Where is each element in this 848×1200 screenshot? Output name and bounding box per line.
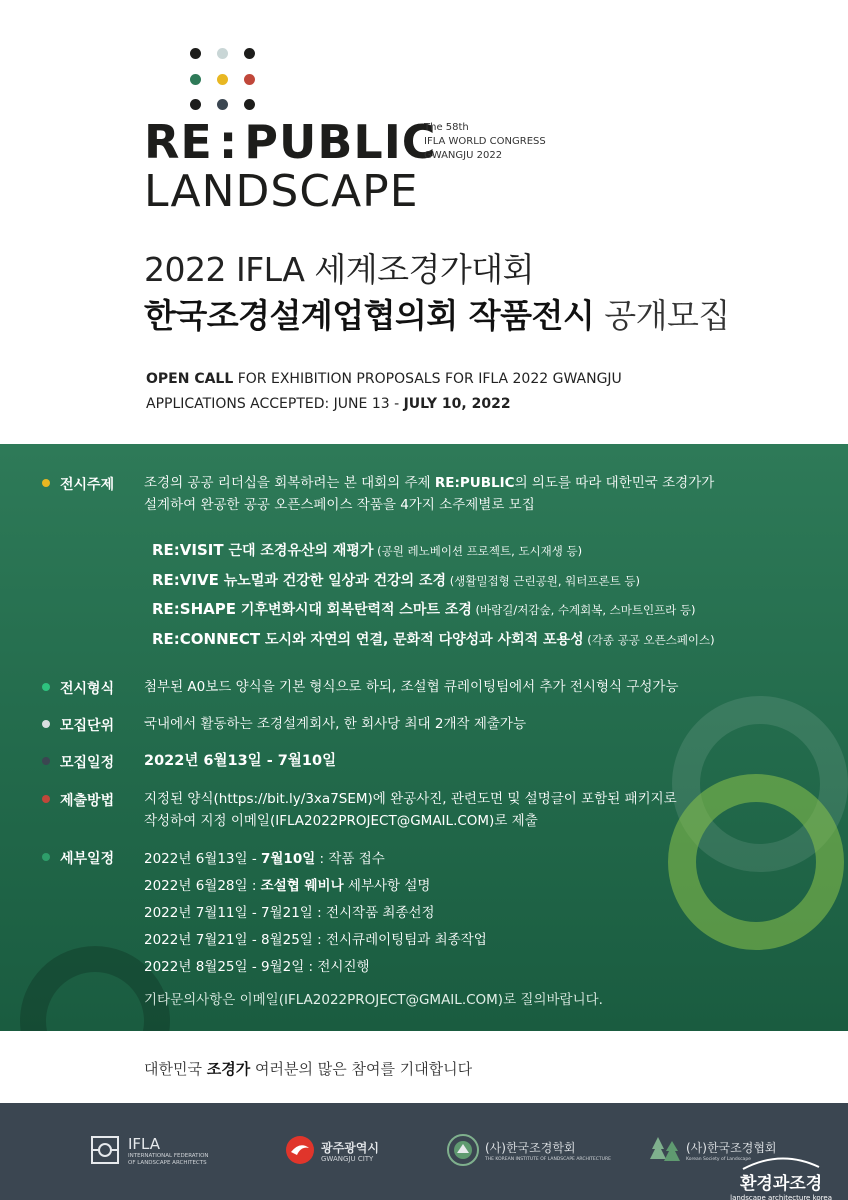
label-unit: 모집단위 (60, 718, 115, 734)
gwangju-icon (285, 1135, 315, 1165)
kila-emblem-icon (447, 1134, 479, 1166)
theme-text: 조경의 공공 리더십을 회복하려는 본 대회의 주제 (144, 475, 435, 491)
congress-line: The 58th (424, 122, 469, 133)
page-title-line1: 2022 IFLA 세계조경가대회 (144, 250, 535, 289)
applications-text: APPLICATIONS ACCEPTED: JUNE 13 - (146, 396, 404, 412)
bullet-icon (42, 757, 50, 765)
logo-re: RE (144, 115, 213, 169)
bullet-icon (42, 683, 50, 691)
ifla-icon (90, 1135, 120, 1165)
theme-text: 의 의도를 따라 대한민국 조경가가 (514, 475, 715, 491)
logo-dots (190, 48, 260, 114)
kila-name: (사)한국조경학회 (485, 1141, 576, 1155)
logo-republic (144, 117, 437, 167)
logo-public: PUBLIC (244, 115, 437, 169)
ifla-small: OF LANDSCAPE ARCHITECTS (128, 1160, 207, 1166)
watermark-title: 환경과조경 (740, 1174, 823, 1194)
open-call-bold: OPEN CALL (146, 371, 234, 387)
logo-dot (190, 99, 201, 110)
detail-item (144, 846, 603, 873)
kila-small: THE KOREAN INSTITUTE OF LANDSCAPE ARCHITECTURE (485, 1157, 611, 1162)
logo-dot (190, 48, 201, 59)
gwangju-name: 광주광역시 (321, 1141, 379, 1155)
method-line2: 작성하여 지정 이메일(IFLA2022PROJECT@GMAIL.COM)로 제출 (144, 813, 538, 829)
open-call-rest: FOR EXHIBITION PROPOSALS FOR IFLA 2022 GWANGJU (233, 371, 622, 387)
detail-text: 2022년 6월28일 : (144, 878, 261, 894)
content-details (144, 846, 603, 1014)
content-format: 첨부된 A0보드 양식을 기본 형식으로 하되, 조설협 큐레이팅팀에서 추가 전시형식 구성가능 (144, 679, 679, 695)
logo-colon: : (218, 115, 239, 169)
subtheme-key: RE:SHAPE (152, 600, 237, 618)
detail-text: 2022년 6월13일 - (144, 851, 261, 867)
applications-deadline: JULY 10, 2022 (403, 396, 511, 412)
contact-note: 기타문의사항은 이메일(IFLA2022PROJECT@GMAIL.COM)로 질의바랍니다. (144, 992, 603, 1008)
subtheme-main: 근대 조경유산의 재평가 (223, 543, 374, 559)
theme-line1 (144, 472, 714, 494)
title-bold: 한국조경설계업협의회 작품전시 (144, 296, 595, 335)
detail-text: 2022년 8월25일 - 9월2일 : 전시진행 (144, 959, 370, 975)
subtheme-reshape (152, 599, 696, 619)
bullet-icon (42, 720, 50, 728)
bullet-icon (42, 795, 50, 803)
detail-text: 2022년 7월21일 - 8월25일 : 전시큐레이팅팀과 최종작업 (144, 932, 487, 948)
open-call-line2 (146, 396, 511, 412)
detail-item (144, 954, 603, 981)
content-theme (144, 472, 714, 516)
content-unit: 국내에서 활동하는 조경설계회사, 한 회사당 최대 2개작 제출가능 (144, 716, 526, 732)
detail-bold: 조설협 웨비나 (260, 878, 344, 894)
subtheme-note: (생활밀접형 근린공원, 워터프론트 등) (446, 574, 640, 588)
watermark (730, 1155, 832, 1200)
subtheme-note: (바람길/저감숲, 수계회복, 스마트인프라 등) (471, 603, 696, 617)
detail-item (144, 873, 603, 900)
logo-landscape: LANDSCAPE (144, 166, 419, 217)
content-schedule: 2022년 6월13일 - 7월10일 (144, 753, 337, 769)
theme-line2: 설계하여 완공한 공공 오픈스페이스 작품을 4가지 소주제별로 모집 (144, 497, 535, 513)
logo-dot (217, 48, 228, 59)
subtheme-reconnect (152, 629, 715, 649)
watermark-sub: landscape architecture korea (730, 1194, 832, 1200)
logo-dot (244, 99, 255, 110)
decor-ring-lime (668, 774, 844, 950)
bullet-icon (42, 853, 50, 861)
congress-line: GWANGJU 2022 (424, 150, 503, 161)
bullet-icon (42, 479, 50, 487)
theme-republic: RE:PUBLIC (434, 475, 515, 491)
subtheme-key: RE:VISIT (152, 541, 224, 559)
detail-bold: 7월10일 (261, 851, 316, 867)
closing-message (144, 1058, 472, 1079)
closing-section (0, 1031, 848, 1103)
logo-dot (244, 48, 255, 59)
title-light: 공개모집 (594, 296, 730, 335)
subtheme-main: 도시와 자연의 연결, 문화적 다양성과 사회적 포용성 (260, 632, 584, 648)
label-theme: 전시주제 (60, 477, 115, 493)
label-method: 제출방법 (60, 793, 115, 809)
open-call-line1 (146, 371, 622, 387)
subtheme-revive (152, 570, 640, 590)
subtheme-main: 뉴노멀과 건강한 일상과 건강의 조경 (218, 573, 447, 589)
subtheme-key: RE:VIVE (152, 571, 219, 589)
label-format: 전시형식 (60, 681, 115, 697)
closing-text: 여러분의 많은 참여를 기대합니다 (250, 1060, 473, 1078)
subtheme-key: RE:CONNECT (152, 630, 261, 648)
subtheme-main: 기후변화시대 회복탄력적 스마트 조경 (236, 602, 472, 618)
detail-text: : 작품 접수 (315, 851, 385, 867)
content-method (144, 788, 677, 832)
logo-dot (217, 74, 228, 85)
detail-text: 2022년 7월11일 - 7월21일 : 전시작품 최종선정 (144, 905, 435, 921)
ksla-name: (사)한국조경협회 (686, 1141, 777, 1155)
ifla-name: IFLA (128, 1135, 161, 1153)
header-section (0, 0, 848, 444)
congress-line: IFLA WORLD CONGRESS (424, 136, 546, 147)
page-title-line2 (144, 290, 730, 337)
details-section (0, 444, 848, 1031)
logo-dot (190, 74, 201, 85)
detail-item (144, 927, 603, 954)
label-schedule: 모집일정 (60, 755, 115, 771)
closing-text: 대한민국 (144, 1060, 207, 1078)
detail-text: 세부사항 설명 (343, 878, 431, 894)
subtheme-revisit (152, 540, 582, 560)
ifla-small: INTERNATIONAL FEDERATION (128, 1153, 209, 1159)
subtheme-note: (공원 레노베이션 프로젝트, 도시재생 등) (373, 544, 583, 558)
ksla-small: Korean Society of Landscape (686, 1157, 751, 1162)
logo-dot (217, 99, 228, 110)
gwangju-small: GWANGJU CITY (321, 1155, 374, 1163)
detail-item (144, 900, 603, 927)
subtheme-note: (각종 공공 오픈스페이스) (583, 633, 715, 647)
congress-info (424, 121, 546, 163)
footer (0, 1103, 848, 1200)
closing-bold: 조경가 (206, 1060, 251, 1078)
logo-dot (244, 74, 255, 85)
method-line1: 지정된 양식(https://bit.ly/3xa7SEM)에 완공사진, 관련도면 및 설명글이 포함된 패키지로 (144, 791, 677, 807)
ksla-tree-icon (650, 1135, 682, 1165)
label-details: 세부일정 (60, 851, 115, 867)
